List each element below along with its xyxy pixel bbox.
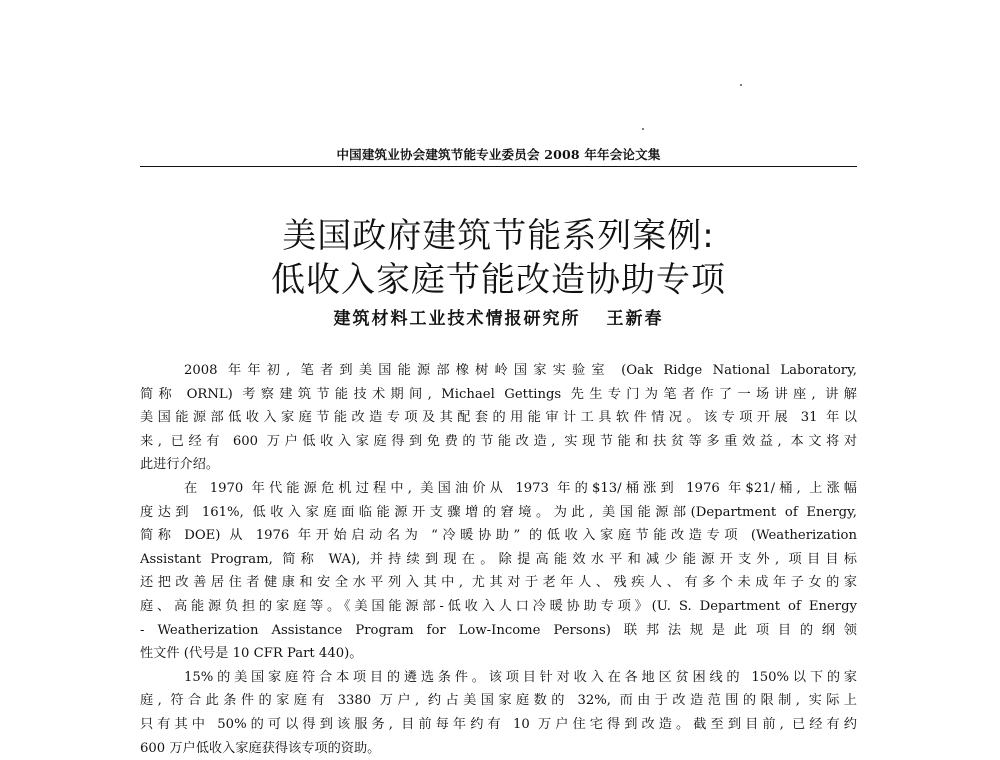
body-line: 庭、高能源负担的家庭等。《美国能源部-低收入人口冷暖协助专项》(U. S. Department of Energy: [140, 598, 857, 614]
body-line: 来, 已经有 600 万户低收入家庭得到免费的节能改造, 实现节能和扶贫等多重效益, 本文将对: [140, 433, 857, 449]
title-line-1: 美国政府建筑节能系列案例:: [282, 216, 715, 256]
byline: [140, 307, 857, 331]
body-line: 此进行介绍。: [140, 457, 220, 473]
author-affiliation: 建筑材料工业技术情报研究所: [333, 309, 581, 329]
body-line: 600 万户低收入家庭获得该专项的资助。: [140, 740, 381, 756]
body-line: 性文件 (代号是 10 CFR Part 440)。: [140, 646, 363, 662]
title-line-2: 低收入家庭节能改造协助专项: [271, 260, 726, 300]
author-name: 王新春: [606, 309, 664, 329]
body-line: 度达到 161%, 低收入家庭面临能源开支骤增的窘境。为此, 美国能源部(Department of Energy,: [140, 504, 857, 520]
body-line: - Weatherization Assistance Program for Low-Income Persons) 联邦法规是此项目的纲领: [140, 622, 857, 638]
body-line: 在 1970 年代能源危机过程中, 美国油价从 1973 年的$13/桶涨到 1976 年$21/桶, 上涨幅: [184, 480, 857, 496]
body-line: Assistant Program, 简称 WA), 并持续到现在。除提高能效水平和减少能源开支外, 项目目标: [140, 551, 857, 567]
running-header: 中国建筑业协会建筑节能专业委员会 2008 年年会论文集: [336, 147, 661, 162]
body-line: 庭, 符合此条件的家庭有 3380 万户, 约占美国家庭数的 32%, 而由于改造范围的限制, 实际上: [140, 693, 857, 709]
scan-speck: [642, 128, 644, 130]
body-line: 还把改善居住者健康和安全水平列入其中, 尤其对于老年人、残疾人、有多个未成年子女的家: [140, 575, 857, 591]
body-line: 简称 ORNL) 考察建筑节能技术期间, Michael Gettings 先生专门为笔者作了一场讲座, 讲解: [140, 386, 857, 402]
body-line: 简称 DOE) 从 1976 年开始启动名为 “冷暖协助” 的低收入家庭节能改造专项 (Weatherization: [140, 528, 857, 544]
scan-speck: [740, 84, 742, 86]
body-line: 美国能源部低收入家庭节能改造专项及其配套的用能审计工具软件情况。该专项开展 31 年以: [140, 410, 857, 426]
body-line: 15%的美国家庭符合本项目的遴选条件。该项目针对收入在各地区贫困线的 150%以下的家: [184, 669, 857, 685]
body-line: 2008 年年初, 笔者到美国能源部橡树岭国家实验室 (Oak Ridge National Laboratory,: [184, 363, 857, 378]
header-rule: [140, 166, 857, 167]
body-line: 只有其中 50%的可以得到该服务, 目前每年约有 10 万户住宅得到改造。截至到目前, 已经有约: [140, 716, 857, 732]
article-body: [140, 359, 857, 760]
